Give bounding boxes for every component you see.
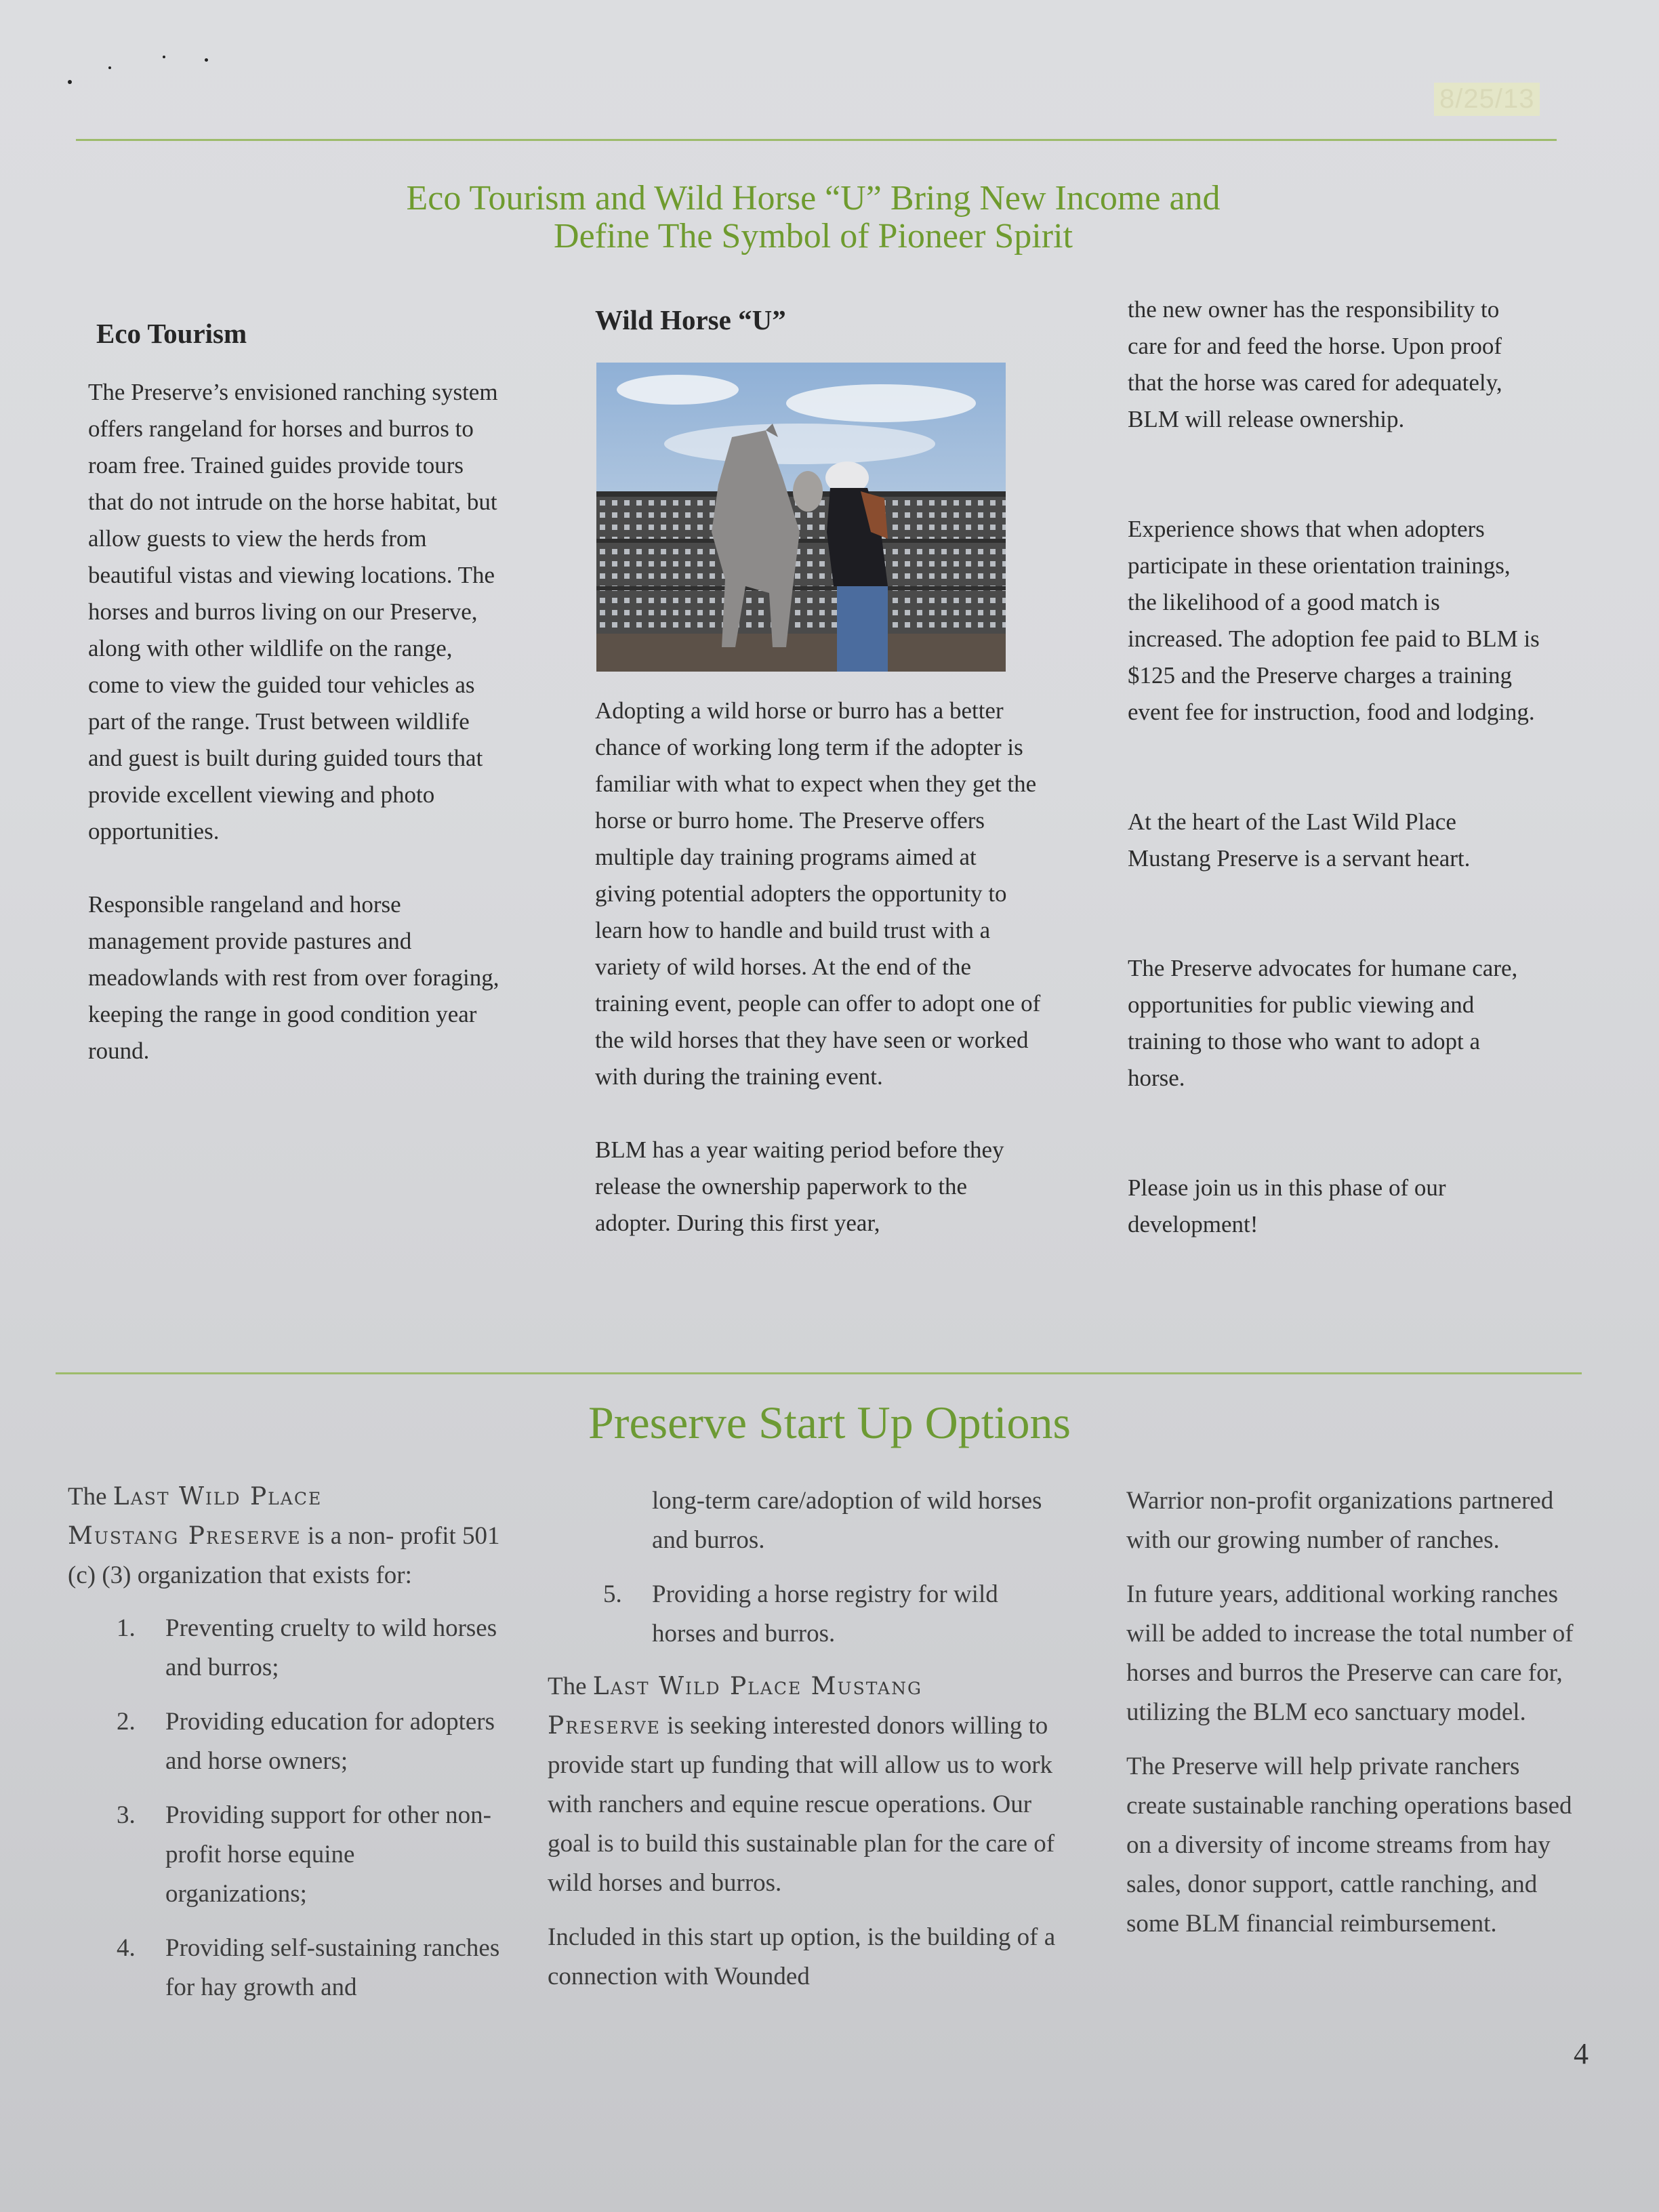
col3-paragraph-1: the new owner has the responsibility to care for and feed the horse. Upon proof that the horse was cared for adequately, BLM will release ownership. <box>1128 296 1502 432</box>
eco-tourism-heading: Eco Tourism <box>96 318 247 349</box>
startup-col3-paragraph-2: In future years, additional working ranches will be added to increase the total number of horses and burros the Preserve can care for, utilizing the BLM eco sanctuary model. <box>1126 1580 1574 1726</box>
list-number: 4. <box>117 1934 136 1962</box>
article-headline <box>258 180 1369 255</box>
startup-column-1 <box>68 1477 501 2007</box>
list-number: 2. <box>117 1708 136 1736</box>
startup-list-item <box>603 1575 1063 1654</box>
startup-column-3 <box>1126 1481 1574 1944</box>
startup-intro <box>68 1477 501 1595</box>
third-column <box>1128 291 1541 1243</box>
wild-horse-paragraph-1: Adopting a wild horse or burro has a better chance of working long term if the adopter is familiar with what to expect when they get the horse or burro home. The Preserve offers multiple day training programs aimed at giving potential adopters the opportunity to learn how to handle and build trust with a variety of wild horses. At the end of the training event, people can offer to adopt one of the wild horses that they have seen or worked with during the training event. <box>595 697 1041 1090</box>
paper-speck <box>68 80 72 84</box>
paper-speck <box>205 58 208 62</box>
startup-column-2 <box>548 1481 1063 1996</box>
startup-list-item <box>117 1796 501 1914</box>
list-text: Providing a horse registry for wild horses and burros. <box>652 1580 998 1647</box>
page-number: 4 <box>1574 2037 1589 2070</box>
startup-list-item <box>117 1929 501 2007</box>
paper-speck <box>163 56 165 58</box>
list-number: 5. <box>603 1580 622 1608</box>
horse-photo-image <box>596 363 1006 672</box>
intro-prefix: The <box>68 1483 107 1511</box>
intro-rest-1: is a non- <box>307 1522 394 1550</box>
paper-speck <box>108 66 111 69</box>
donor-rest: is seeking interested donors willing to provide start up funding that will allow us to work with ranchers and equine rescue operations. Our goal is to build this sustainable plan for the care of wild horses and burros. <box>548 1712 1055 1897</box>
donor-paragraph <box>548 1667 1063 1903</box>
startup-list-item <box>117 1609 501 1687</box>
startup-options-title: Preserve Start Up Options <box>588 1397 1071 1448</box>
top-rule <box>76 139 1557 141</box>
eco-tourism-column <box>88 374 505 1069</box>
eco-tourism-paragraph-1: The Preserve’s envisioned ranching system offers rangeland for horses and burros to roam free. Trained guides provide tours that do not intrude on the horse habitat, but allow guests to view the herds from beautiful vistas and viewing locations. The horses and burros living on our Preserve, along with other wildlife on the range, come to view the guided tour vehicles as part of the range. Trust between wildlife and guest is built during guided tours that provide excellent viewing and photo opportunities. <box>88 379 498 844</box>
intro-org-name-1: Last Wild Place <box>112 1483 323 1511</box>
list-text: Providing support for other non-profit horse equine organizations; <box>165 1801 491 1908</box>
col3-paragraph-2: Experience shows that when adopters participate in these orientation trainings, the likelihood of a good match is increased. The adoption fee paid to BLM is $125 and the Preserve charges a training event fee for instruction, food and lodging. <box>1128 516 1540 725</box>
list-text: Providing education for adopters and horse owners; <box>165 1708 495 1775</box>
wild-horse-u-column <box>595 693 1042 1242</box>
intro-org-name-2: Mustang Preserve <box>68 1522 302 1550</box>
donor-prefix: The <box>548 1673 587 1700</box>
col3-paragraph-3: At the heart of the Last Wild Place Mustang Preserve is a servant heart. <box>1128 808 1471 872</box>
list-text: Providing self-sustaining ranches for hay growth and <box>165 1934 500 2001</box>
horse-trainer-photo <box>596 363 1006 672</box>
wild-horse-u-heading: Wild Horse “U” <box>595 304 786 335</box>
donor-org-name-1: Last Wild Place Mustang <box>592 1673 922 1700</box>
col3-paragraph-4: The Preserve advocates for humane care, opportunities for public viewing and training to those who want to adopt a horse. <box>1128 955 1518 1091</box>
included-paragraph: Included in this start up option, is the building of a connection with Wounded <box>548 1923 1056 1990</box>
headline-line-1: Eco Tourism and Wild Horse “U” Bring New Income and <box>406 179 1221 218</box>
list-number: 3. <box>117 1801 136 1829</box>
eco-tourism-paragraph-2: Responsible rangeland and horse management provide pastures and meadowlands with rest from over foraging, keeping the range in good condition year round. <box>88 891 499 1064</box>
date-stamp: 8/25/13 <box>1434 83 1540 116</box>
startup-list-item <box>117 1702 501 1781</box>
list-number: 1. <box>117 1614 136 1642</box>
list-continuation: long-term care/adoption of wild horses and burros. <box>652 1487 1042 1554</box>
list-text: Preventing cruelty to wild horses and burros; <box>165 1614 497 1681</box>
col3-paragraph-5: Please join us in this phase of our development! <box>1128 1174 1446 1237</box>
donor-org-name-2: Preserve <box>548 1712 661 1740</box>
intro-rest-2: profit 501 (c) (3) organization that exists for: <box>68 1522 500 1589</box>
startup-col3-paragraph-1: Warrior non-profit organizations partnered with our growing number of ranches. <box>1126 1487 1554 1554</box>
startup-col3-paragraph-3: The Preserve will help private ranchers create sustainable ranching operations based on a diversity of income streams from hay sales, donor support, cattle ranching, and some BLM financial reimbursement. <box>1126 1753 1572 1938</box>
headline-line-2: Define The Symbol of Pioneer Spirit <box>554 217 1073 255</box>
middle-rule <box>56 1372 1582 1374</box>
wild-horse-paragraph-2: BLM has a year waiting period before they release the ownership paperwork to the adopter. During this first year, <box>595 1136 1004 1236</box>
